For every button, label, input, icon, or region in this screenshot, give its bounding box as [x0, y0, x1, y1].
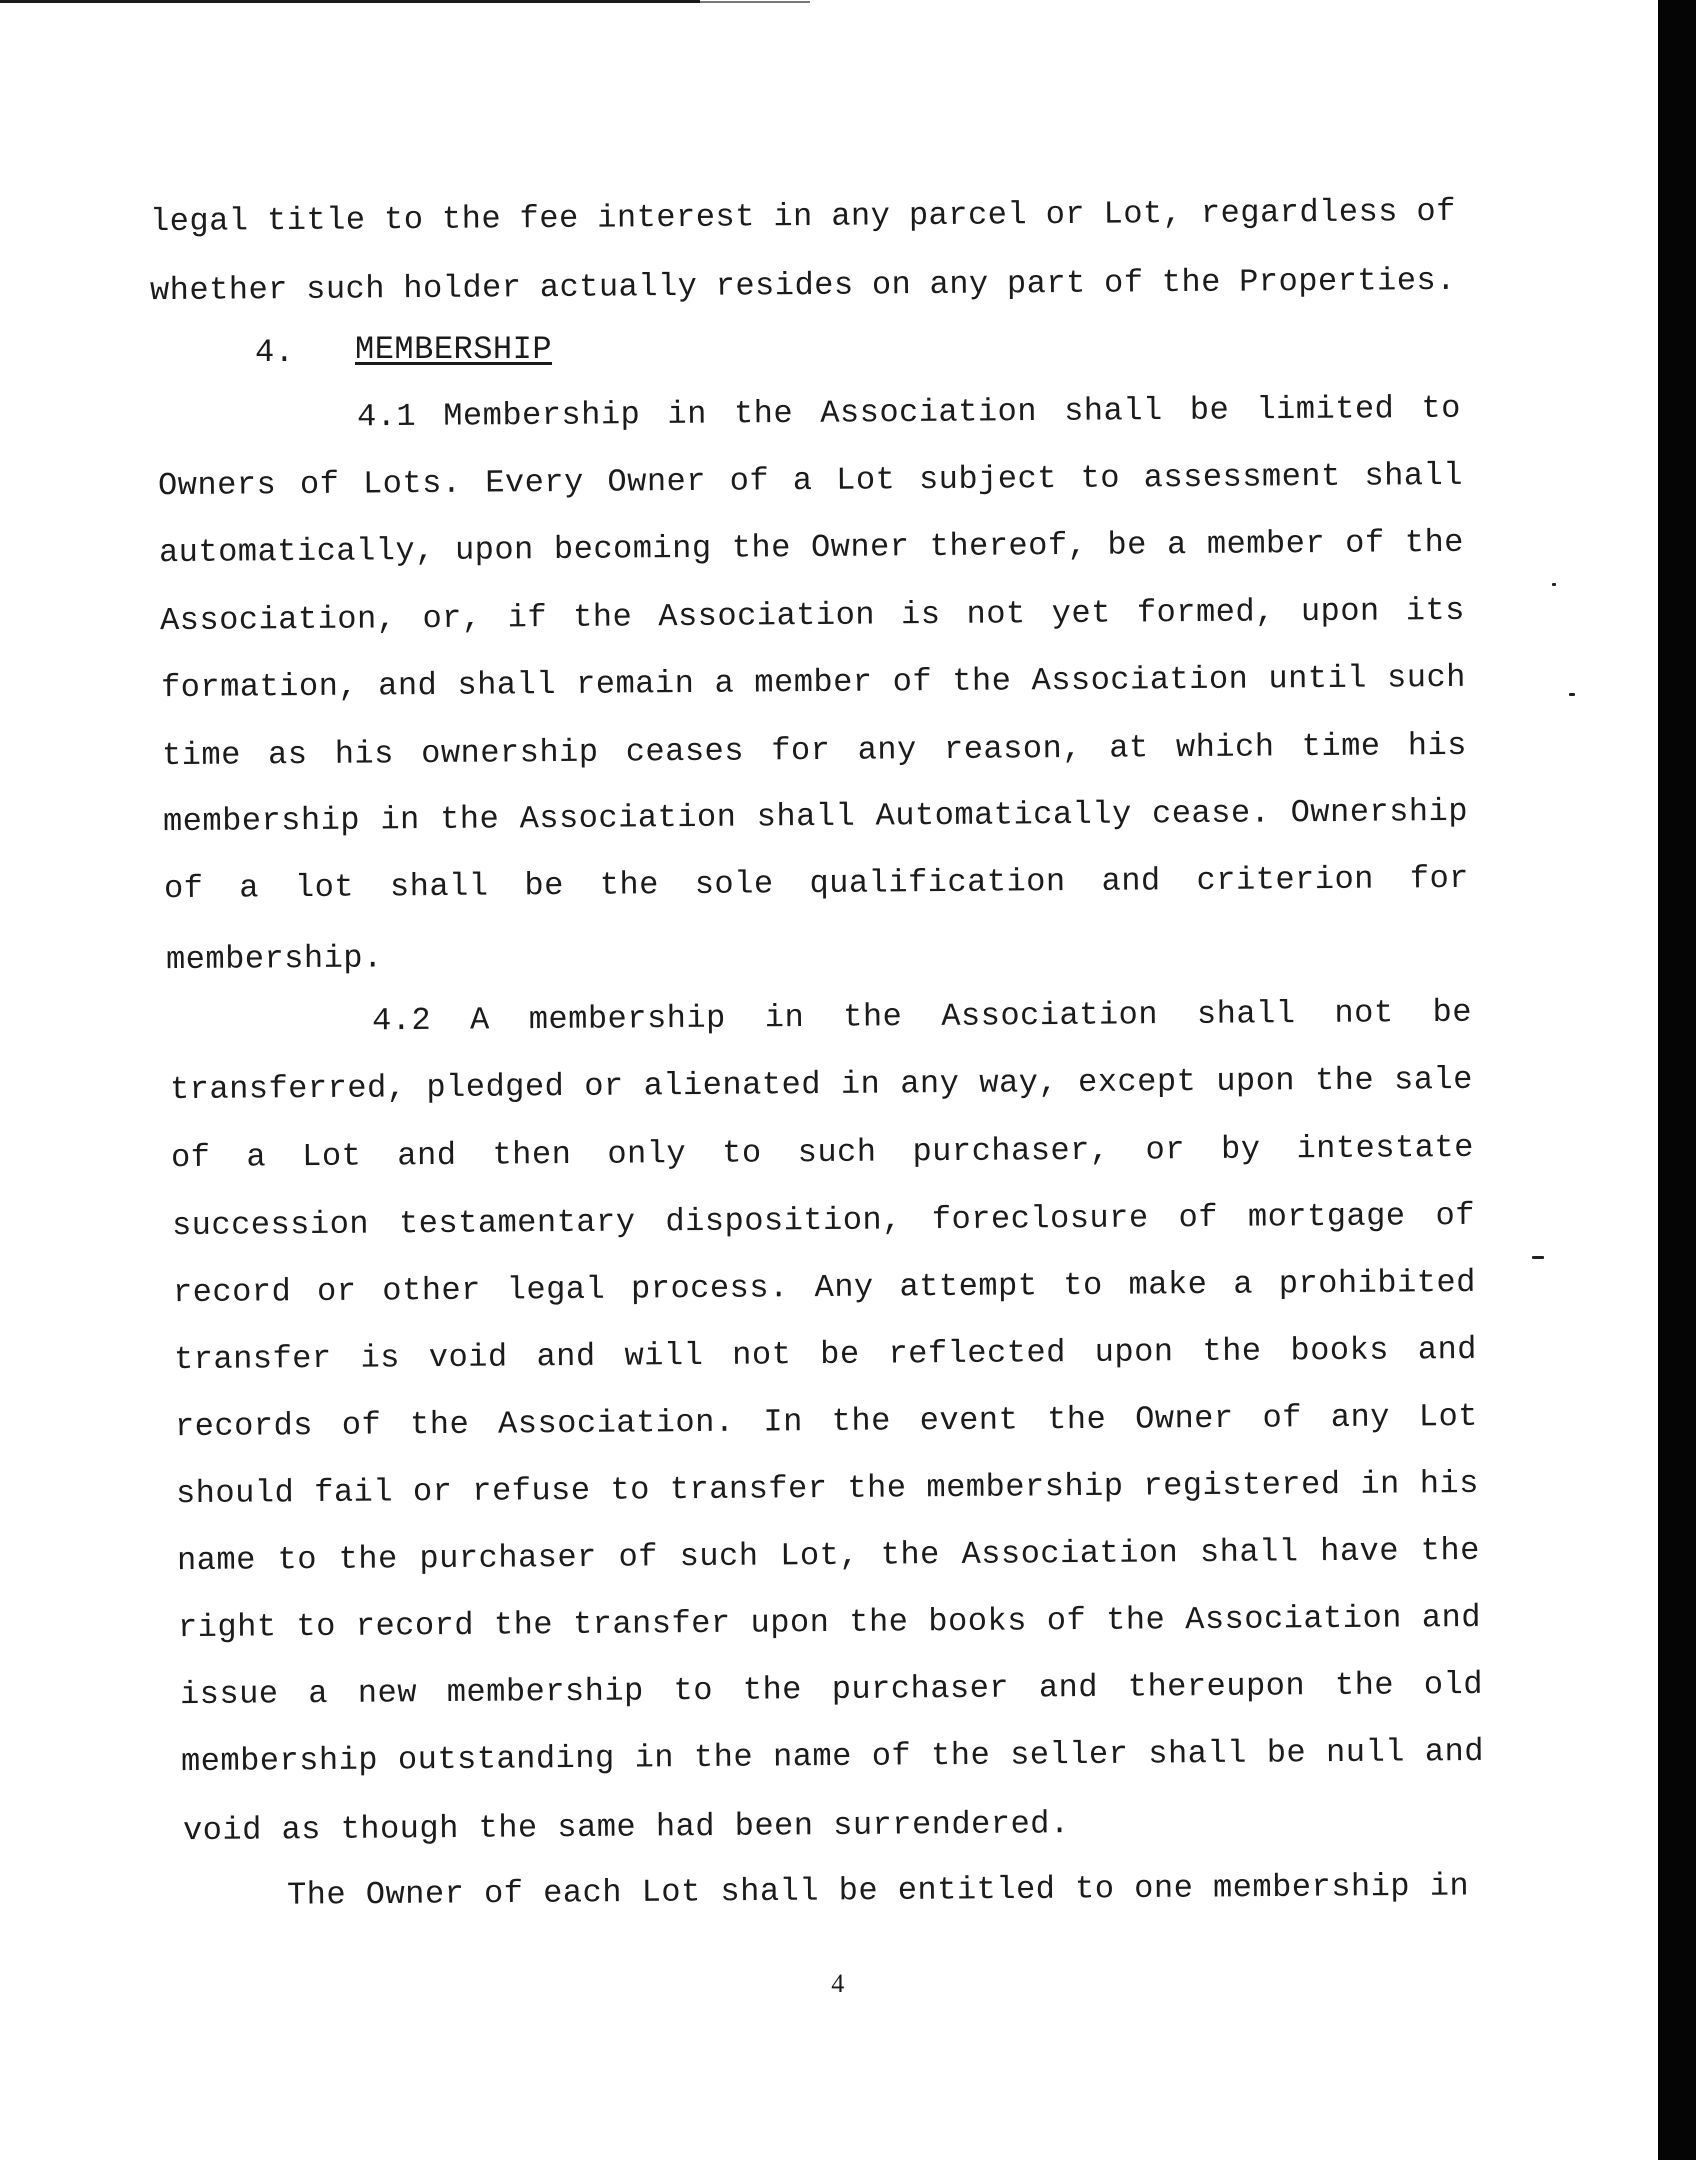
word: of	[1262, 1399, 1303, 1437]
word: transfer	[669, 1470, 828, 1509]
word: of	[1345, 524, 1385, 562]
word: refuse	[472, 1471, 591, 1510]
word: transfer	[572, 1604, 731, 1644]
word: any	[929, 265, 989, 304]
text-line	[357, 389, 1461, 438]
word: to	[1080, 459, 1121, 497]
word: and	[1421, 1598, 1482, 1637]
word: the	[440, 800, 500, 838]
word: way,	[979, 1064, 1059, 1102]
word: fail	[314, 1473, 394, 1512]
word: right	[177, 1608, 277, 1647]
word: and	[1424, 1732, 1485, 1771]
word: or	[412, 1472, 453, 1511]
word: upon	[1094, 1333, 1174, 1371]
word: disposition,	[665, 1201, 903, 1241]
word: be	[524, 866, 564, 905]
word: to	[610, 1471, 651, 1509]
word: a	[792, 461, 813, 500]
word: legal	[149, 202, 249, 241]
word: shall	[389, 867, 489, 906]
word: the	[742, 1671, 803, 1709]
word: new	[357, 1674, 418, 1712]
word: record	[355, 1606, 475, 1645]
word: name	[176, 1541, 256, 1580]
word: the	[493, 1606, 554, 1644]
text-line	[150, 261, 1456, 311]
word: parcel	[908, 196, 1028, 235]
word: and	[536, 1337, 596, 1376]
word: subject	[918, 460, 1058, 499]
word: shall	[1199, 1533, 1299, 1572]
word: outstanding	[397, 1739, 615, 1779]
word: the	[599, 866, 660, 904]
word: of	[1178, 1198, 1219, 1237]
word: time	[1301, 727, 1381, 766]
word: records	[174, 1407, 314, 1446]
word: Association	[820, 392, 1038, 432]
word: membership	[926, 1467, 1124, 1507]
word: his	[334, 735, 395, 773]
word: in	[773, 197, 813, 236]
word: criterion	[1196, 860, 1375, 900]
word: membership	[162, 801, 361, 841]
word: Any	[814, 1268, 874, 1307]
word: time	[161, 736, 241, 775]
word: part	[1006, 264, 1086, 303]
text-line	[174, 1330, 1477, 1380]
word: be	[1266, 1734, 1307, 1772]
word: the	[1202, 1332, 1262, 1371]
word: and	[1101, 862, 1161, 900]
word: the	[831, 1402, 891, 1440]
word: ceases	[625, 732, 745, 771]
word: be	[1432, 993, 1473, 1031]
word: old	[1423, 1665, 1484, 1704]
word: issue	[179, 1675, 279, 1714]
word: or	[316, 1272, 357, 1310]
word: Association.	[497, 1403, 735, 1443]
word: to	[277, 1541, 318, 1579]
word: 4.2	[371, 1001, 432, 1040]
word: other	[382, 1271, 482, 1310]
word: limited	[1256, 390, 1395, 429]
word: in	[764, 998, 805, 1037]
word: the	[731, 529, 792, 567]
word: name	[772, 1737, 852, 1776]
text-line	[176, 1464, 1479, 1514]
text-line	[178, 1598, 1481, 1648]
text-line	[163, 792, 1468, 842]
word: upon	[1300, 592, 1380, 631]
text-line	[181, 1732, 1484, 1782]
word: the	[1334, 1666, 1395, 1705]
word: member	[1206, 524, 1326, 563]
word: for	[1409, 859, 1470, 898]
word: by	[1220, 1130, 1261, 1168]
text-line	[159, 523, 1464, 573]
word: remain	[575, 664, 695, 703]
word: the	[733, 394, 794, 433]
word: only	[607, 1135, 687, 1173]
word: formed,	[1136, 593, 1275, 632]
word: the	[693, 1738, 754, 1777]
word: purchaser	[419, 1538, 597, 1578]
word: foreclosure	[931, 1199, 1149, 1239]
word: Lots.	[362, 464, 462, 503]
word: Lot	[836, 461, 896, 499]
word: shall	[1364, 456, 1464, 495]
word: the	[880, 1536, 940, 1574]
word: reason,	[943, 729, 1083, 768]
word: of	[729, 462, 770, 500]
word: transfer	[173, 1339, 332, 1379]
word: which	[1175, 728, 1275, 767]
word: whether	[149, 271, 289, 310]
word: Owner	[810, 528, 910, 567]
word: or	[1045, 195, 1086, 234]
word: the	[1420, 1531, 1480, 1570]
word: the	[849, 1603, 909, 1641]
word: its	[1405, 591, 1466, 630]
word: sale	[1393, 1060, 1474, 1099]
word: or,	[422, 599, 482, 638]
word: not	[732, 1336, 792, 1374]
word: is	[360, 1339, 401, 1377]
text-line: The Owner of each Lot shall be entitled to one membership in	[286, 1867, 1470, 1914]
word: testamentary	[398, 1203, 636, 1243]
word: should	[175, 1474, 295, 1513]
word: except	[1077, 1063, 1197, 1101]
word: a	[308, 1674, 329, 1713]
text-line: void as though the same had been surrendered.	[182, 1805, 1070, 1850]
word: reflected	[888, 1334, 1066, 1373]
word: his	[1419, 1464, 1480, 1503]
word: Every	[485, 463, 584, 502]
word: to	[1421, 389, 1462, 427]
word: in	[634, 1739, 675, 1777]
word: cease.	[1151, 794, 1271, 833]
word: 4.1	[356, 397, 417, 436]
word: record	[172, 1273, 292, 1312]
word: fee	[519, 199, 579, 238]
word: books	[1290, 1331, 1390, 1370]
word: shall	[1148, 1734, 1247, 1773]
word: of	[163, 869, 204, 908]
word: null	[1325, 1733, 1406, 1772]
word: succession	[171, 1205, 370, 1245]
word: In	[763, 1403, 803, 1441]
word: be	[1189, 391, 1230, 429]
word: qualification	[809, 863, 1066, 903]
word: and	[1038, 1668, 1099, 1707]
word: transferred,	[169, 1069, 407, 1109]
word: automatically,	[158, 531, 435, 572]
word: the	[1046, 1400, 1107, 1439]
text-line	[161, 658, 1466, 708]
text-line: membership.	[165, 939, 383, 979]
word: the	[952, 662, 1012, 700]
word: Membership	[443, 396, 641, 435]
word: on	[871, 266, 912, 304]
word: such	[797, 1133, 877, 1172]
word: Owner	[607, 462, 707, 501]
word: shall	[756, 797, 856, 836]
word: a	[239, 869, 260, 907]
word: of	[1046, 1601, 1087, 1640]
word: the	[1105, 1601, 1166, 1639]
word: alienated	[643, 1066, 822, 1105]
word: Association	[961, 1534, 1179, 1573]
word: or	[1145, 1131, 1186, 1169]
word: make	[1128, 1265, 1208, 1304]
word: in	[380, 801, 420, 839]
word: Association	[519, 798, 737, 838]
word: in	[1360, 1465, 1400, 1503]
word: Lot,	[1103, 195, 1183, 233]
text-line	[175, 1397, 1478, 1447]
word: Lot	[302, 1137, 362, 1176]
word: or	[584, 1067, 624, 1105]
word: Properties.	[1238, 261, 1457, 301]
word: Owner	[1134, 1399, 1234, 1438]
word: to	[673, 1671, 714, 1710]
word: Lot	[1418, 1397, 1479, 1436]
word: sole	[694, 865, 774, 903]
word: if	[507, 599, 548, 637]
word: of	[618, 1538, 659, 1576]
word: the	[338, 1540, 398, 1578]
text-line	[171, 1128, 1474, 1178]
word: Association	[658, 596, 876, 636]
word: in	[667, 395, 708, 433]
word: thereof,	[929, 526, 1088, 566]
word: any	[900, 1064, 960, 1103]
word: to	[722, 1134, 762, 1172]
word: such	[679, 1537, 759, 1576]
word: lot	[294, 868, 355, 907]
word: in	[840, 1065, 881, 1103]
word: shall	[1064, 392, 1163, 430]
word: formation,	[160, 667, 359, 707]
word: the	[409, 1405, 470, 1444]
word: books	[928, 1602, 1028, 1641]
word: prohibited	[1278, 1263, 1476, 1303]
word: Association	[1185, 1599, 1403, 1639]
word: purchaser,	[912, 1131, 1110, 1171]
word: of	[1103, 264, 1144, 302]
text-line	[180, 1665, 1483, 1715]
word: any	[857, 731, 917, 769]
word: Association,	[159, 600, 397, 640]
word: Lot,	[780, 1536, 860, 1575]
word: the	[1314, 1061, 1375, 1100]
text-line	[150, 192, 1456, 242]
word: upon	[454, 531, 534, 569]
text-line	[170, 1060, 1473, 1110]
word: interest	[597, 198, 756, 237]
word: of	[1435, 1196, 1476, 1235]
word: resides	[715, 266, 854, 305]
word: a	[1166, 526, 1187, 564]
word: actually	[539, 267, 698, 307]
word: seller	[1010, 1735, 1129, 1774]
word: event	[919, 1401, 1019, 1440]
word: membership	[180, 1741, 379, 1781]
word: to	[383, 200, 424, 239]
word: of	[892, 663, 933, 701]
word: shall	[1196, 995, 1296, 1033]
word: the	[847, 1469, 907, 1507]
word: member	[754, 663, 873, 702]
word: ownership	[421, 733, 599, 773]
word: Automatically	[875, 795, 1132, 835]
word: not	[966, 595, 1026, 633]
word: not	[1334, 994, 1394, 1032]
word: any	[831, 197, 891, 235]
text-line	[158, 456, 1463, 506]
word: shall	[457, 666, 557, 704]
word: be	[820, 1335, 860, 1374]
word: membership	[528, 999, 726, 1039]
section-number: 4.	[255, 334, 295, 371]
text-line	[164, 859, 1469, 909]
word: and	[397, 1136, 457, 1175]
word: is	[900, 595, 941, 634]
word: upon	[1216, 1062, 1296, 1100]
text-line	[173, 1263, 1476, 1313]
word: will	[624, 1336, 704, 1375]
word: regardless	[1200, 193, 1399, 232]
word: a	[714, 664, 735, 702]
word: intestate	[1296, 1128, 1474, 1168]
word: pledged	[426, 1068, 565, 1107]
word: such	[306, 270, 386, 308]
word: A	[469, 1001, 490, 1039]
word: the	[441, 200, 502, 238]
word: assessment	[1143, 457, 1341, 497]
word: yet	[1051, 594, 1111, 633]
word: upon	[750, 1604, 830, 1642]
word: process.	[630, 1269, 789, 1308]
word: the	[930, 1736, 991, 1775]
word: any	[1330, 1398, 1391, 1437]
word: Association	[1031, 660, 1249, 700]
word: the	[572, 598, 633, 636]
word: Owners	[157, 466, 277, 505]
word: at	[1109, 729, 1149, 767]
word: a	[1233, 1265, 1254, 1303]
section-title: MEMBERSHIP	[355, 331, 553, 368]
word: Ownership	[1290, 792, 1469, 832]
page-number: 4	[831, 1969, 845, 1998]
word: his	[1407, 726, 1468, 765]
word: holder	[403, 269, 522, 308]
word: mortgage	[1247, 1197, 1406, 1236]
word: a	[246, 1138, 267, 1176]
text-line	[162, 726, 1467, 776]
word: of	[170, 1138, 211, 1177]
word: thereupon	[1127, 1667, 1306, 1706]
word: membership	[446, 1672, 644, 1712]
word: then	[492, 1135, 572, 1174]
word: purchaser	[831, 1669, 1010, 1708]
word: the	[1161, 263, 1222, 302]
word: becoming	[553, 529, 712, 569]
word: the	[843, 998, 903, 1036]
word: be	[1107, 526, 1148, 564]
word: to	[296, 1607, 337, 1646]
word: the	[1404, 523, 1465, 562]
word: void	[428, 1338, 508, 1377]
text-line	[372, 993, 1472, 1042]
word: such	[1386, 658, 1467, 697]
word: have	[1320, 1532, 1400, 1571]
word: attempt	[899, 1267, 1038, 1306]
text-line	[172, 1196, 1475, 1246]
word: of	[871, 1737, 912, 1775]
word: to	[1063, 1266, 1103, 1305]
word: of	[299, 465, 340, 504]
word: until	[1268, 659, 1368, 698]
word: and	[1417, 1330, 1478, 1369]
word: as	[267, 735, 308, 774]
word: Association	[941, 996, 1159, 1035]
text-line	[160, 591, 1465, 641]
word: legal	[506, 1270, 606, 1309]
word: of	[1416, 192, 1456, 231]
text-line	[177, 1531, 1480, 1581]
word: for	[771, 731, 831, 770]
word: and	[378, 666, 438, 705]
word: title	[266, 201, 366, 240]
word: of	[341, 1406, 382, 1444]
word: registered	[1143, 1465, 1341, 1505]
